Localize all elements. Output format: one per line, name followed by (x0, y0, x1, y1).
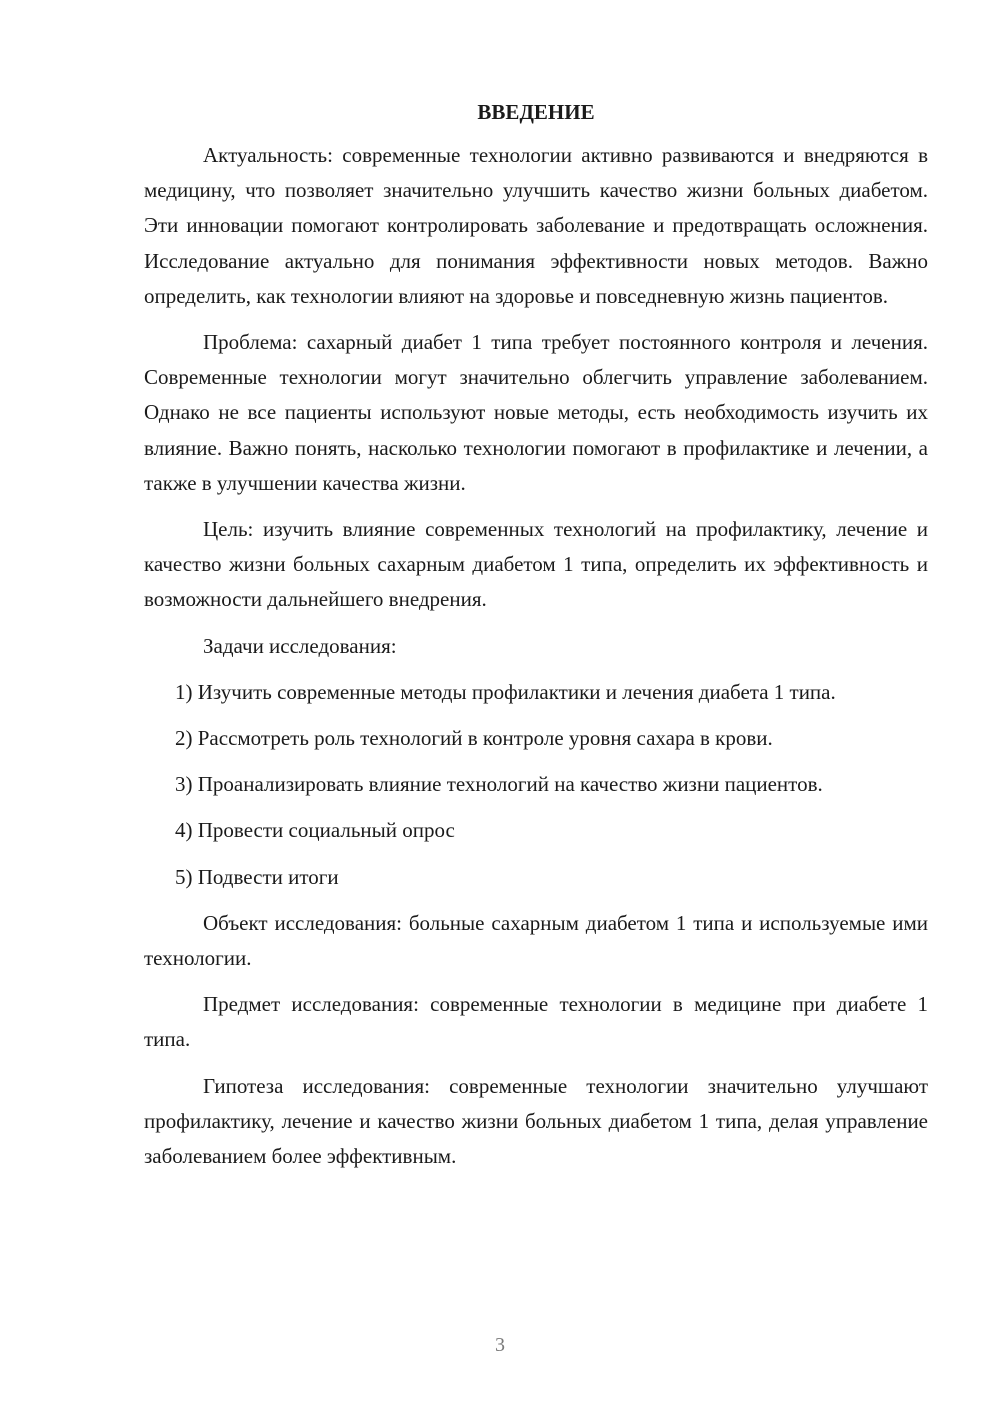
task-item: 2) Рассмотреть роль технологий в контроле уровня сахара в крови. (175, 726, 773, 751)
hypothesis-paragraph: Гипотеза исследования: современные технологии значительно улучшают профилактику, лечение и качество жизни больных диабетом 1 типа, делая управление заболеванием более эффективным. (144, 1073, 928, 1169)
task-item: 5) Подвести итоги (175, 864, 339, 889)
object-paragraph: Объект исследования: больные сахарным диабетом 1 типа и используемые ими технологии. (144, 910, 928, 971)
document-page (144, 95, 928, 1185)
section-title: ВВЕДЕНИЕ (477, 100, 595, 124)
subject-paragraph: Предмет исследования: современные технологии в медицине при диабете 1 типа. (144, 992, 928, 1052)
problem-paragraph: Проблема: сахарный диабет 1 типа требует постоянного контроля и лечения. Современные технологии могут значительно облегчить управление заболеванием. Однако не все пациенты используют новые методы, есть необходимость изучить их влияние. Важно понять, насколько технологии помогают в профилактике и лечении, а также в улучшении качества жизни. (144, 330, 928, 495)
goal-paragraph: Цель: изучить влияние современных технологий на профилактику, лечение и качество жизни больных сахарным диабетом 1 типа, определить их эффективность и возможности дальнейшего внедрения. (144, 517, 928, 612)
task-item: 1) Изучить современные методы профилактики и лечения диабета 1 типа. (175, 679, 836, 704)
task-item: 3) Проанализировать влияние технологий на качество жизни пациентов. (175, 772, 823, 797)
tasks-heading: Задачи исследования: (203, 633, 397, 658)
task-item: 4) Провести социальный опрос (175, 818, 455, 843)
page-number: 3 (495, 1334, 505, 1356)
relevance-paragraph: Актуальность: современные технологии активно развиваются и внедряются в медицину, что позволяет значительно улучшить качество жизни больных диабетом. Эти инновации помогают контролировать заболевание и предотвращать осложнения. Исследование актуально для понимания эффективности новых методов. Важно определить, как технологии влияют на здоровье и повседневную жизнь пациентов. (144, 143, 928, 308)
